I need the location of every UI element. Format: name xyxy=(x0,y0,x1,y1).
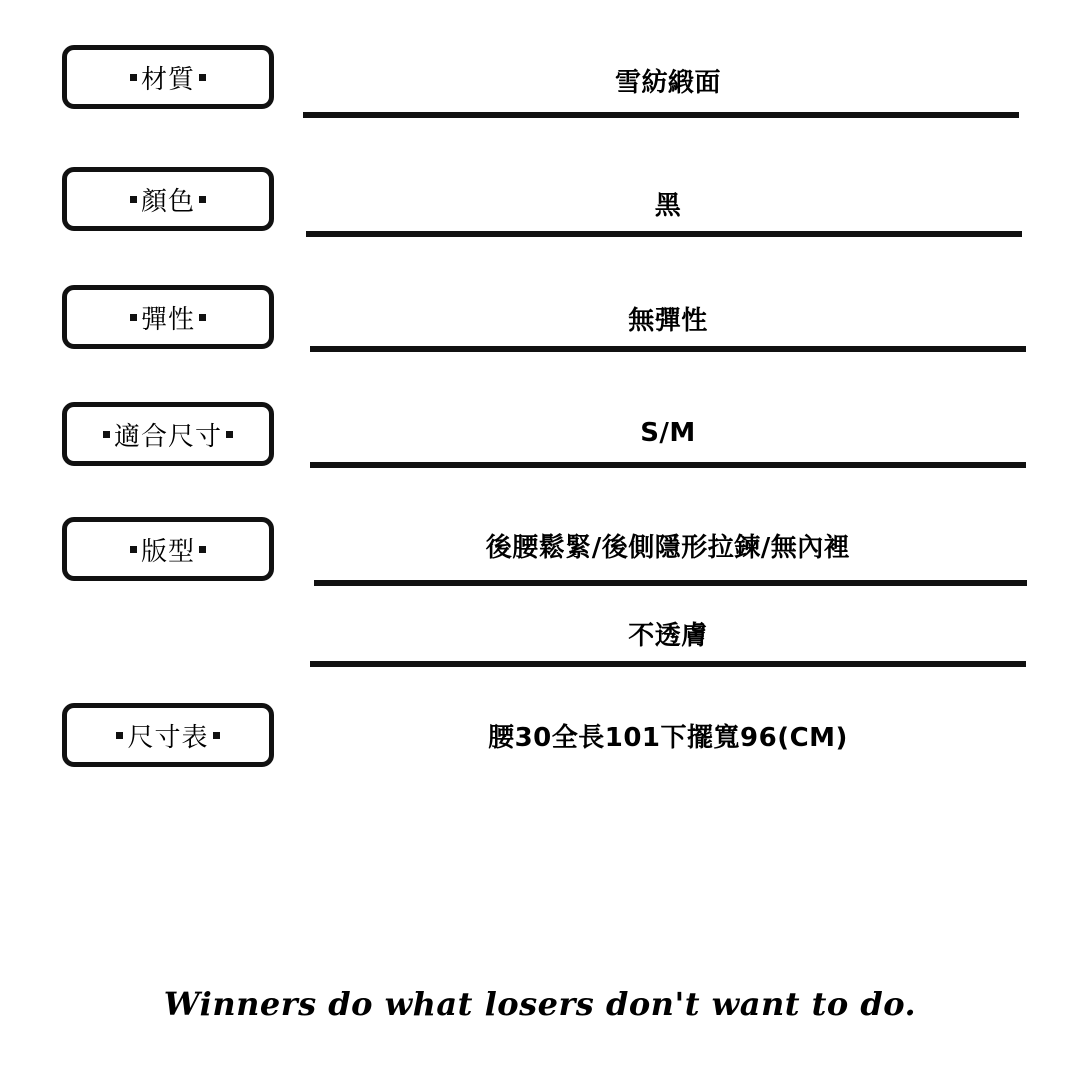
bullet-square-icon xyxy=(199,314,206,321)
label-size-chart xyxy=(62,703,274,767)
label-color-text: 顏色 xyxy=(140,186,195,217)
divider-line xyxy=(310,346,1026,352)
label-material-text: 材質 xyxy=(140,64,195,95)
bullet-square-icon xyxy=(103,431,110,438)
bullet-square-icon xyxy=(130,314,137,321)
label-cut-text: 版型 xyxy=(140,536,195,567)
bullet-square-icon xyxy=(213,732,220,739)
bullet-square-icon xyxy=(199,74,206,81)
label-elasticity xyxy=(62,285,274,349)
bullet-square-icon xyxy=(226,431,233,438)
divider-line xyxy=(310,661,1026,667)
value-cut-extra: 不透膚 xyxy=(628,621,708,651)
value-size-fit: S/M xyxy=(640,418,696,448)
bullet-square-icon xyxy=(199,196,206,203)
label-material xyxy=(62,45,274,109)
divider-line xyxy=(303,112,1019,118)
label-size-chart-text: 尺寸表 xyxy=(127,722,209,753)
bullet-square-icon xyxy=(199,546,206,553)
bullet-square-icon xyxy=(130,74,137,81)
bullet-square-icon xyxy=(130,196,137,203)
value-color: 黑 xyxy=(654,191,682,221)
label-elasticity-text: 彈性 xyxy=(140,304,195,335)
value-size-chart: 腰30全長101下擺寬96(CM) xyxy=(488,723,848,753)
bullet-square-icon xyxy=(116,732,123,739)
divider-line xyxy=(306,231,1022,237)
label-size-fit xyxy=(62,402,274,466)
divider-line xyxy=(314,580,1027,586)
bullet-square-icon xyxy=(130,546,137,553)
value-cut: 後腰鬆緊/後側隱形拉鍊/無內裡 xyxy=(485,533,851,563)
label-color xyxy=(62,167,274,231)
slogan-text: Winners do what losers don't want to do. xyxy=(163,985,917,1023)
divider-line xyxy=(310,462,1026,468)
value-material: 雪紡緞面 xyxy=(614,68,721,98)
label-size-fit-text: 適合尺寸 xyxy=(113,421,222,452)
label-cut xyxy=(62,517,274,581)
value-elasticity: 無彈性 xyxy=(628,306,708,336)
